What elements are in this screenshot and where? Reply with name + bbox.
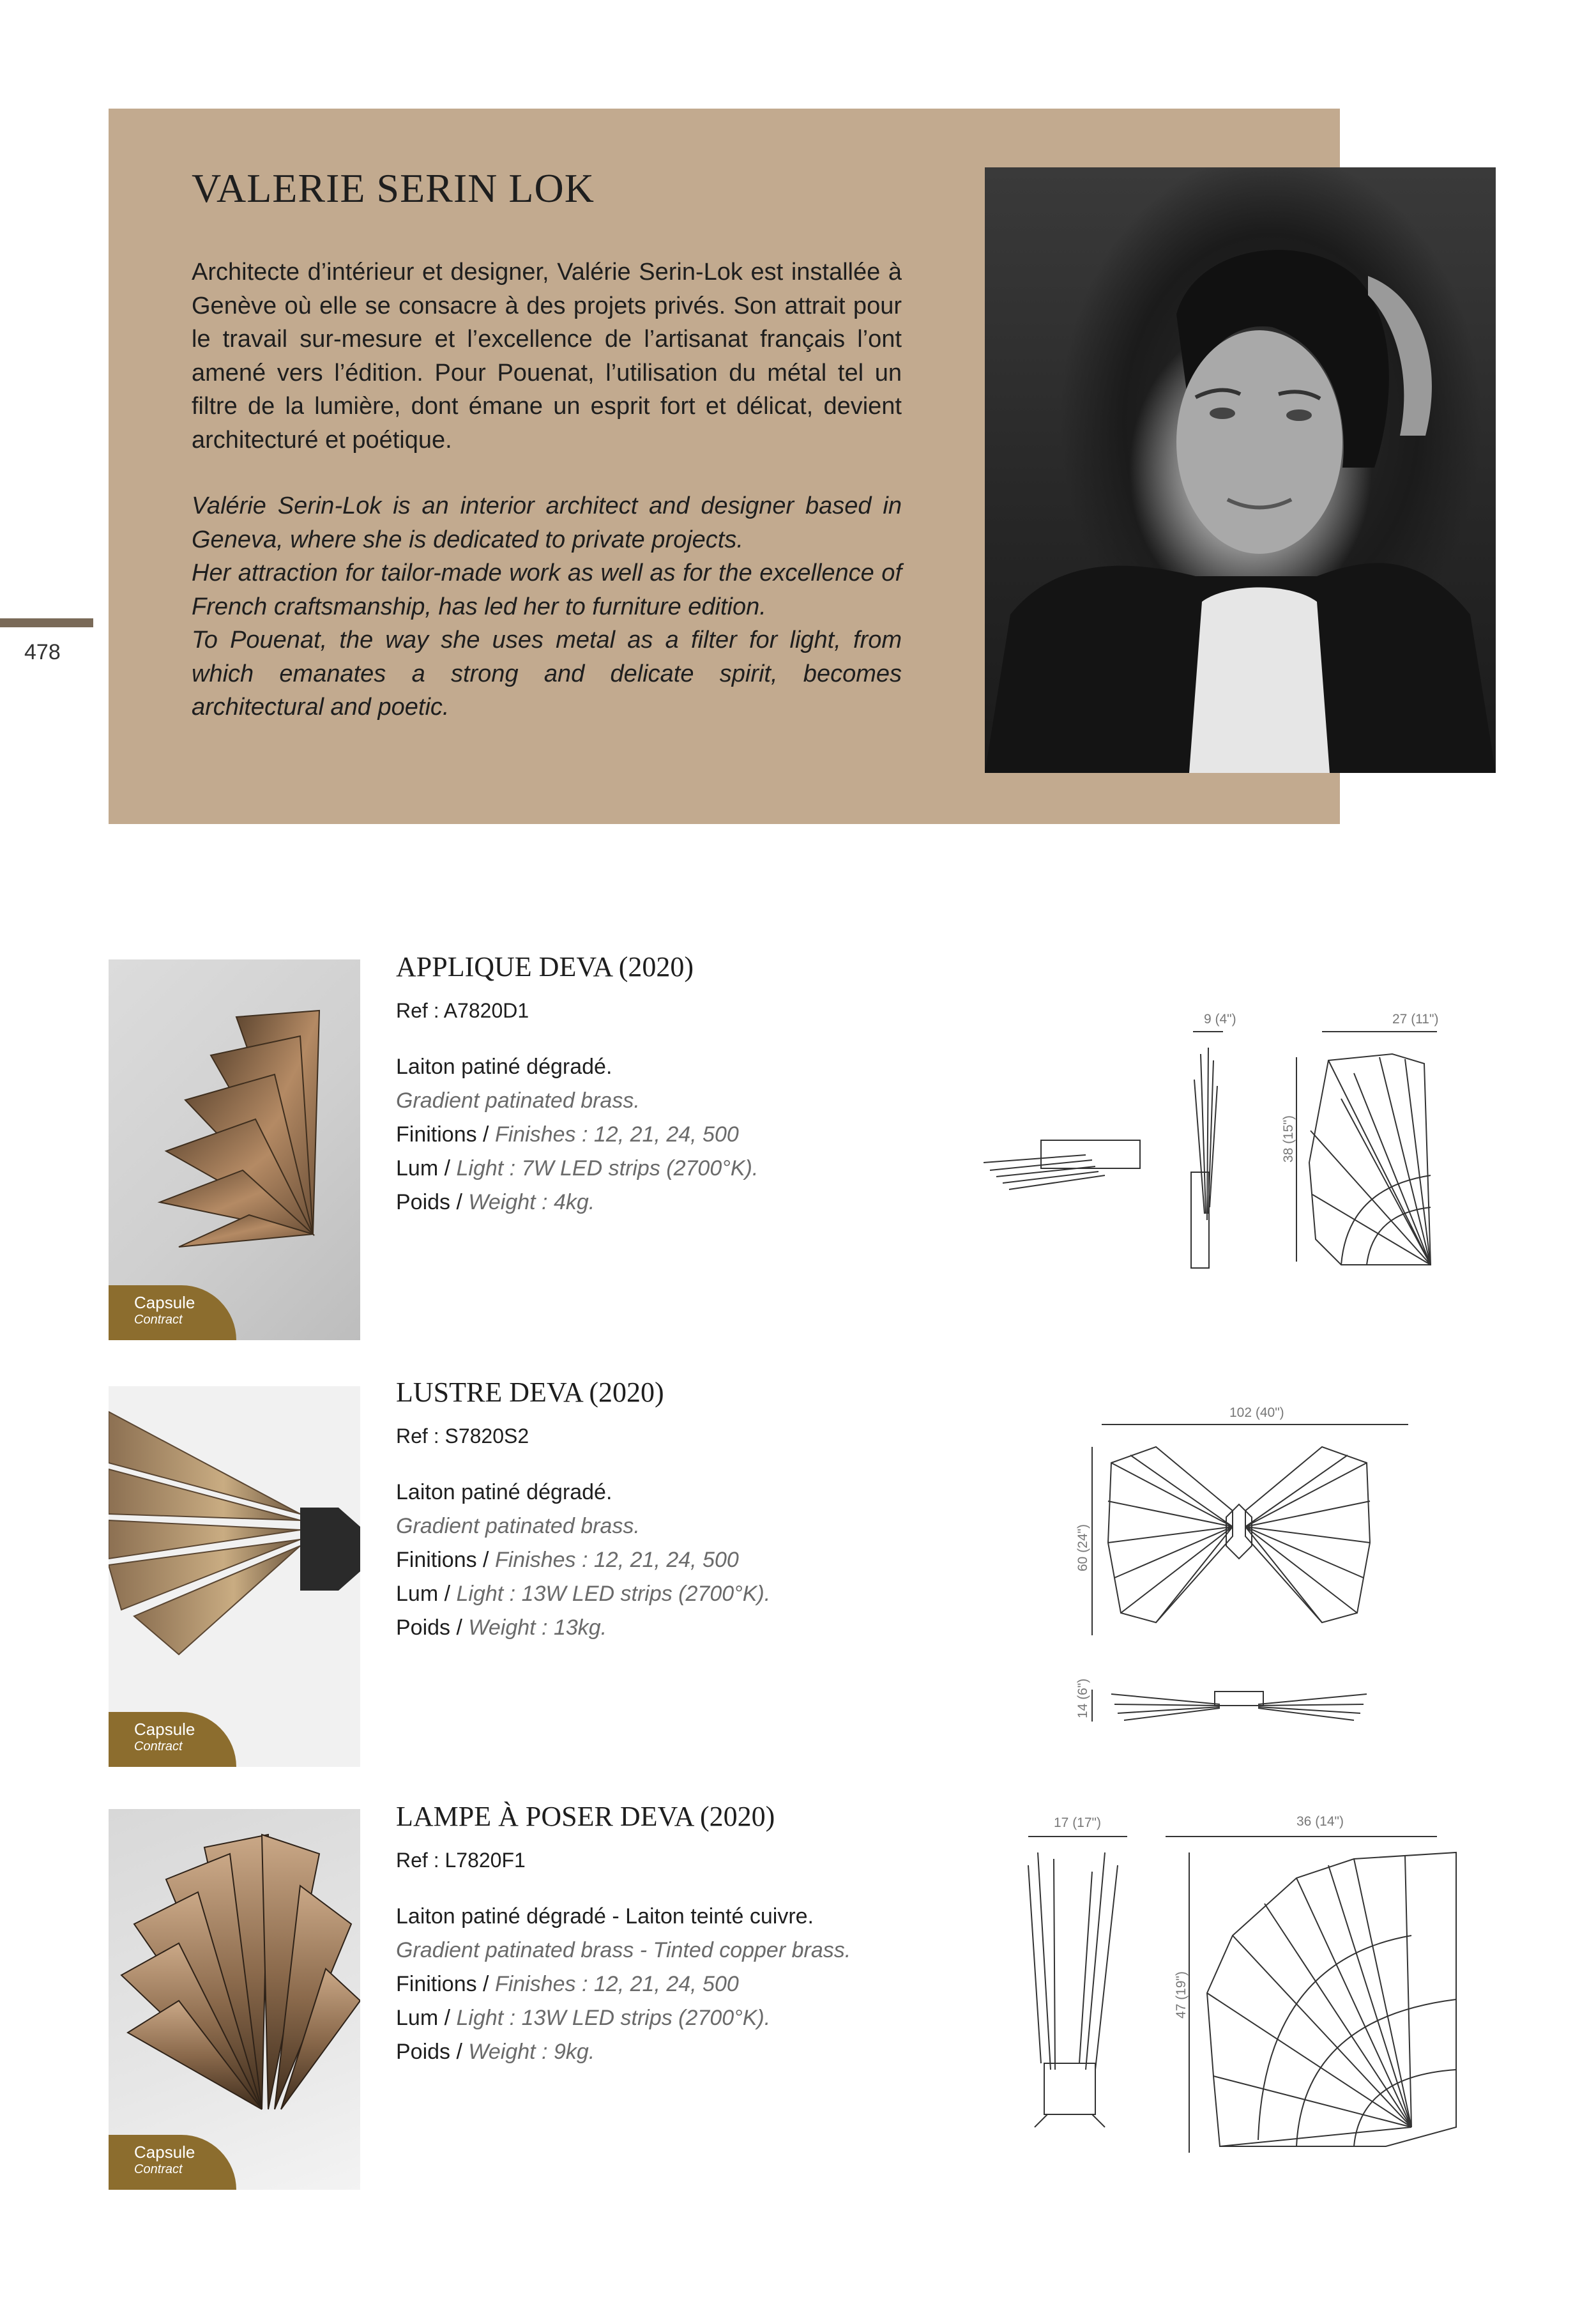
- light-label: Lum /: [396, 1156, 451, 1180]
- finishes-label: Finitions /: [396, 1972, 489, 1996]
- face-shape: [1176, 330, 1342, 554]
- weight-label: Poids /: [396, 2040, 462, 2064]
- material-fr: Laiton patiné dégradé.: [396, 1480, 612, 1504]
- technical-drawing-applique: [984, 1003, 1507, 1284]
- dim-width: 36 (14"): [1296, 1814, 1344, 1829]
- technical-drawing-lampe: [1015, 1808, 1475, 2165]
- page-rule: [0, 618, 93, 627]
- product-ref: Ref : S7820S2: [396, 1425, 529, 1447]
- material-fr: Laiton patiné dégradé.: [396, 1055, 612, 1079]
- product-info-lustre: [396, 1376, 971, 1645]
- capsule-sub-label: Contract: [134, 2162, 183, 2176]
- dim-depth: 17 (17"): [1054, 1815, 1101, 1830]
- weight-label: Poids /: [396, 1615, 462, 1640]
- drawing-front-view: [1296, 1032, 1437, 1265]
- product-photo-lustre: [109, 1386, 360, 1767]
- bio-english-line: Valérie Serin-Lok is an interior architect and designer based in Geneva, where she is dedicated to private projects.: [192, 493, 902, 553]
- capsule-sub-label: Contract: [134, 1739, 183, 1753]
- light-label: Lum /: [396, 2006, 451, 2030]
- dim-height: 60 (24"): [1075, 1524, 1090, 1571]
- drawing-side-view: [1191, 1032, 1223, 1268]
- drawing-side-view: [1092, 1690, 1367, 1722]
- designer-name: VALERIE SERIN LOK: [192, 165, 595, 211]
- light-value: Light : 13W LED strips (2700°K).: [456, 2006, 771, 2030]
- product-specs: [396, 1476, 971, 1645]
- capsule-contract-badge: [109, 1285, 236, 1340]
- material-fr: Laiton patiné dégradé - Laiton teinté cuivre.: [396, 1904, 814, 1929]
- finishes-value: Finishes : 12, 21, 24, 500: [494, 1972, 739, 1996]
- light-value: Light : 7W LED strips (2700°K).: [456, 1156, 759, 1180]
- product-info-lampe: [396, 1800, 971, 2069]
- page-number: 478: [24, 640, 61, 664]
- bio-french-paragraph: Architecte d’intérieur et designer, Valérie Serin-Lok est installée à Genève où elle se consacre à des projets privés. Son attrait pour le travail sur-mesure et l’excellence de l’artisanat français l’ont amené vers l’édition. Pour Pouenat, l’utilisation du métal tel un filtre de la lumière, dont émane un esprit fort et délicat, devient architecturé et poétique.: [192, 259, 902, 454]
- weight-value: Weight : 4kg.: [468, 1190, 595, 1214]
- product-ref: Ref : A7820D1: [396, 999, 529, 1022]
- finishes-value: Finishes : 12, 21, 24, 500: [494, 1122, 739, 1147]
- product-info-applique: [396, 951, 971, 1219]
- dim-depth: 9 (4"): [1204, 1012, 1236, 1027]
- product-ref: Ref : L7820F1: [396, 1849, 526, 1872]
- weight-value: Weight : 9kg.: [468, 2040, 595, 2064]
- designer-bio-french: [192, 256, 902, 457]
- bio-english-line: To Pouenat, the way she uses metal as a filter for light, from which emanates a strong and delicate spirit, becomes architectural and poetic.: [192, 627, 902, 721]
- product-specs: [396, 1900, 971, 2069]
- dim-height: 47 (19"): [1174, 1971, 1189, 2019]
- light-line: [396, 1152, 971, 1186]
- eye-shape: [1286, 409, 1312, 421]
- product-photo-lampe: [109, 1809, 360, 2190]
- dim-width: 102 (40"): [1229, 1405, 1284, 1420]
- weight-label: Poids /: [396, 1190, 462, 1214]
- bio-english-line: Her attraction for tailor-made work as well as for the excellence of French craftsmanship, has led her to furniture edition.: [192, 560, 902, 620]
- finishes-label: Finitions /: [396, 1122, 489, 1147]
- drawing-front-view: [1092, 1425, 1408, 1635]
- finishes-line: [396, 1118, 971, 1152]
- light-line: [396, 2001, 971, 2035]
- product-photo-applique: [109, 959, 360, 1340]
- technical-drawing-lustre: [1060, 1399, 1418, 1757]
- weight-line: [396, 1611, 971, 1645]
- weight-value: Weight : 13kg.: [468, 1615, 607, 1640]
- product-title: LAMPE À POSER DEVA (2020): [396, 1801, 775, 1832]
- dim-depth: 14 (6"): [1075, 1678, 1090, 1718]
- finishes-line: [396, 1543, 971, 1577]
- shirt-shape: [1189, 588, 1330, 774]
- drawing-side-view: [1028, 1837, 1127, 2127]
- weight-line: [396, 2035, 971, 2069]
- capsule-sub-label: Contract: [134, 1313, 183, 1327]
- finishes-label: Finitions /: [396, 1548, 489, 1572]
- ceiling-mount: [300, 1508, 360, 1591]
- designer-portrait: [985, 167, 1496, 773]
- product-specs: [396, 1050, 971, 1219]
- drawing-top-view: [984, 1140, 1140, 1189]
- capsule-contract-badge: [109, 2135, 236, 2190]
- eye-shape: [1210, 408, 1235, 419]
- designer-bio-english: [192, 489, 902, 724]
- product-title: APPLIQUE DEVA (2020): [396, 951, 694, 982]
- product-title: LUSTRE DEVA (2020): [396, 1377, 664, 1408]
- material-en: Gradient patinated brass.: [396, 1088, 640, 1113]
- material-en: Gradient patinated brass - Tinted copper brass.: [396, 1938, 851, 1962]
- dim-height: 38 (15"): [1281, 1115, 1296, 1163]
- material-en: Gradient patinated brass.: [396, 1514, 640, 1538]
- capsule-label: Capsule: [134, 2143, 195, 2162]
- dim-width: 27 (11"): [1392, 1012, 1439, 1027]
- light-line: [396, 1577, 971, 1611]
- light-value: Light : 13W LED strips (2700°K).: [456, 1582, 771, 1606]
- weight-line: [396, 1186, 971, 1219]
- capsule-contract-badge: [109, 1712, 236, 1767]
- capsule-label: Capsule: [134, 1720, 195, 1739]
- light-label: Lum /: [396, 1582, 451, 1606]
- finishes-line: [396, 1967, 971, 2001]
- finishes-value: Finishes : 12, 21, 24, 500: [494, 1548, 739, 1572]
- drawing-front-view: [1166, 1837, 1456, 2153]
- capsule-label: Capsule: [134, 1293, 195, 1312]
